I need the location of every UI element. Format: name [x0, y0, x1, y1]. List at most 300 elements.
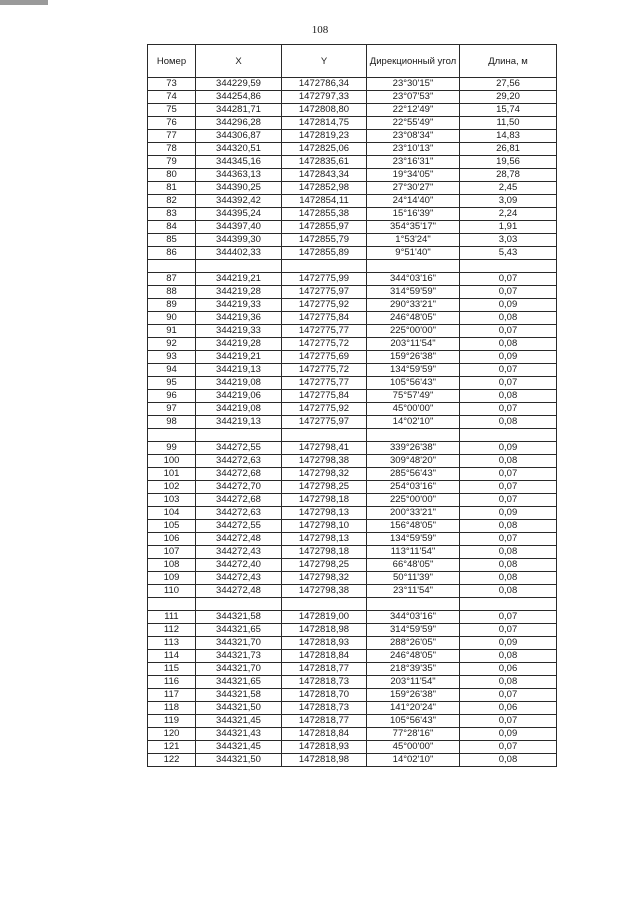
cell-number: 93: [148, 351, 196, 364]
cell-length: 0,09: [460, 351, 557, 364]
table-row: [148, 195, 557, 208]
table-row: [148, 494, 557, 507]
cell-angle: 105°56'43": [367, 377, 460, 390]
cell-angle: 344°03'16": [367, 273, 460, 286]
cell-x: 344229,59: [196, 78, 282, 91]
cell-angle: 254°03'16": [367, 481, 460, 494]
cell-x: 344399,30: [196, 234, 282, 247]
cell-length: 0,09: [460, 637, 557, 650]
cell-length: 2,45: [460, 182, 557, 195]
cell-angle: 75°57'49": [367, 390, 460, 403]
cell-length: 0,07: [460, 325, 557, 338]
empty-cell: [460, 598, 557, 611]
cell-x: 344321,65: [196, 624, 282, 637]
cell-length: 0,08: [460, 546, 557, 559]
cell-number: 81: [148, 182, 196, 195]
cell-length: 0,07: [460, 715, 557, 728]
cell-number: 96: [148, 390, 196, 403]
cell-y: 1472775,97: [282, 416, 367, 429]
cell-number: 84: [148, 221, 196, 234]
cell-length: 0,08: [460, 520, 557, 533]
cell-length: 0,08: [460, 676, 557, 689]
cell-length: 0,07: [460, 533, 557, 546]
table-row: [148, 585, 557, 598]
cell-y: 1472775,99: [282, 273, 367, 286]
cell-x: 344320,51: [196, 143, 282, 156]
table-row: [148, 390, 557, 403]
table-row: [148, 754, 557, 767]
cell-angle: 23°07'53": [367, 91, 460, 104]
cell-angle: 19°34'05": [367, 169, 460, 182]
cell-angle: 309°48'20": [367, 455, 460, 468]
cell-angle: 9°51'40": [367, 247, 460, 260]
cell-length: 0,06: [460, 663, 557, 676]
table-row: [148, 689, 557, 702]
cell-y: 1472855,89: [282, 247, 367, 260]
table-row: [148, 169, 557, 182]
cell-angle: 246°48'05": [367, 650, 460, 663]
cell-number: 90: [148, 312, 196, 325]
cell-x: 344321,73: [196, 650, 282, 663]
cell-number: 88: [148, 286, 196, 299]
cell-angle: 27°30'27": [367, 182, 460, 195]
header-x: X: [196, 45, 282, 78]
cell-y: 1472825,06: [282, 143, 367, 156]
cell-length: 29,20: [460, 91, 557, 104]
empty-cell: [148, 429, 196, 442]
cell-length: 19,56: [460, 156, 557, 169]
header-row: [148, 45, 557, 78]
cell-x: 344321,45: [196, 715, 282, 728]
cell-y: 1472818,98: [282, 624, 367, 637]
cell-number: 92: [148, 338, 196, 351]
cell-x: 344272,55: [196, 520, 282, 533]
empty-cell: [196, 598, 282, 611]
cell-y: 1472798,38: [282, 585, 367, 598]
cell-length: 0,08: [460, 455, 557, 468]
cell-length: 0,08: [460, 416, 557, 429]
cell-length: 0,07: [460, 624, 557, 637]
table-row: [148, 143, 557, 156]
table-header: [148, 45, 557, 78]
cell-x: 344219,36: [196, 312, 282, 325]
cell-angle: 24°14'40": [367, 195, 460, 208]
cell-angle: 344°03'16": [367, 611, 460, 624]
table-row: [148, 104, 557, 117]
cell-number: 108: [148, 559, 196, 572]
cell-number: 85: [148, 234, 196, 247]
table-row: [148, 559, 557, 572]
empty-cell: [460, 429, 557, 442]
empty-cell: [148, 598, 196, 611]
cell-angle: 156°48'05": [367, 520, 460, 533]
cell-length: 0,08: [460, 312, 557, 325]
cell-x: 344219,08: [196, 403, 282, 416]
cell-y: 1472775,72: [282, 338, 367, 351]
cell-x: 344272,48: [196, 533, 282, 546]
cell-length: 0,08: [460, 754, 557, 767]
table-row: [148, 117, 557, 130]
cell-angle: 45°00'00": [367, 741, 460, 754]
cell-x: 344219,13: [196, 364, 282, 377]
cell-length: 0,07: [460, 377, 557, 390]
empty-cell: [196, 429, 282, 442]
cell-length: 0,08: [460, 559, 557, 572]
cell-angle: 113°11'54": [367, 546, 460, 559]
cell-x: 344397,40: [196, 221, 282, 234]
table-row: [148, 507, 557, 520]
cell-angle: 159°26'38": [367, 689, 460, 702]
cell-length: 0,07: [460, 273, 557, 286]
cell-x: 344272,40: [196, 559, 282, 572]
empty-cell: [196, 260, 282, 273]
cell-number: 89: [148, 299, 196, 312]
cell-number: 74: [148, 91, 196, 104]
cell-y: 1472843,34: [282, 169, 367, 182]
table-row: [148, 351, 557, 364]
cell-number: 97: [148, 403, 196, 416]
cell-number: 109: [148, 572, 196, 585]
cell-number: 86: [148, 247, 196, 260]
cell-angle: 134°59'59": [367, 364, 460, 377]
coordinates-table: [147, 44, 557, 767]
cell-x: 344219,33: [196, 299, 282, 312]
cell-y: 1472818,77: [282, 715, 367, 728]
cell-number: 105: [148, 520, 196, 533]
group-spacer-row: [148, 260, 557, 273]
table-row: [148, 221, 557, 234]
cell-x: 344402,33: [196, 247, 282, 260]
cell-angle: 23°10'13": [367, 143, 460, 156]
table-row: [148, 78, 557, 91]
cell-x: 344272,55: [196, 442, 282, 455]
table-row: [148, 364, 557, 377]
cell-x: 344254,86: [196, 91, 282, 104]
cell-angle: 288°26'05": [367, 637, 460, 650]
cell-y: 1472818,84: [282, 650, 367, 663]
cell-number: 107: [148, 546, 196, 559]
cell-number: 83: [148, 208, 196, 221]
table-row: [148, 546, 557, 559]
table-row: [148, 247, 557, 260]
cell-y: 1472797,33: [282, 91, 367, 104]
cell-y: 1472798,32: [282, 468, 367, 481]
cell-y: 1472775,69: [282, 351, 367, 364]
cell-number: 122: [148, 754, 196, 767]
cell-number: 104: [148, 507, 196, 520]
table-row: [148, 611, 557, 624]
table-row: [148, 533, 557, 546]
cell-x: 344321,65: [196, 676, 282, 689]
table-row: [148, 663, 557, 676]
cell-angle: 45°00'00": [367, 403, 460, 416]
cell-length: 1,91: [460, 221, 557, 234]
table-row: [148, 403, 557, 416]
cell-y: 1472808,80: [282, 104, 367, 117]
table-row: [148, 416, 557, 429]
cell-number: 95: [148, 377, 196, 390]
cell-angle: 290°33'21": [367, 299, 460, 312]
cell-angle: 66°48'05": [367, 559, 460, 572]
cell-x: 344272,68: [196, 468, 282, 481]
cell-x: 344321,43: [196, 728, 282, 741]
table-row: [148, 728, 557, 741]
cell-y: 1472818,73: [282, 702, 367, 715]
table-row: [148, 338, 557, 351]
cell-number: 102: [148, 481, 196, 494]
cell-y: 1472798,13: [282, 507, 367, 520]
cell-angle: 23°30'15": [367, 78, 460, 91]
cell-y: 1472818,84: [282, 728, 367, 741]
cell-angle: 23°16'31": [367, 156, 460, 169]
cell-y: 1472798,18: [282, 546, 367, 559]
cell-number: 99: [148, 442, 196, 455]
cell-angle: 15°16'39": [367, 208, 460, 221]
table-row: [148, 286, 557, 299]
cell-angle: 105°56'43": [367, 715, 460, 728]
cell-y: 1472786,34: [282, 78, 367, 91]
cell-x: 344321,58: [196, 611, 282, 624]
cell-number: 77: [148, 130, 196, 143]
cell-y: 1472814,75: [282, 117, 367, 130]
cell-angle: 203°11'54": [367, 338, 460, 351]
cell-x: 344321,45: [196, 741, 282, 754]
cell-angle: 22°12'49": [367, 104, 460, 117]
cell-number: 80: [148, 169, 196, 182]
cell-length: 3,03: [460, 234, 557, 247]
cell-angle: 1°53'24": [367, 234, 460, 247]
cell-angle: 22°55'49": [367, 117, 460, 130]
cell-number: 111: [148, 611, 196, 624]
cell-y: 1472775,72: [282, 364, 367, 377]
cell-y: 1472855,97: [282, 221, 367, 234]
table-row: [148, 520, 557, 533]
cell-length: 2,24: [460, 208, 557, 221]
cell-angle: 159°26'38": [367, 351, 460, 364]
cell-number: 117: [148, 689, 196, 702]
cell-number: 119: [148, 715, 196, 728]
table-row: [148, 208, 557, 221]
cell-y: 1472775,84: [282, 312, 367, 325]
cell-number: 106: [148, 533, 196, 546]
table-row: [148, 572, 557, 585]
cell-length: 27,56: [460, 78, 557, 91]
cell-y: 1472775,92: [282, 403, 367, 416]
cell-x: 344272,63: [196, 507, 282, 520]
cell-number: 82: [148, 195, 196, 208]
cell-y: 1472854,11: [282, 195, 367, 208]
cell-number: 73: [148, 78, 196, 91]
cell-length: 28,78: [460, 169, 557, 182]
cell-length: 0,07: [460, 468, 557, 481]
cell-y: 1472775,84: [282, 390, 367, 403]
cell-x: 344306,87: [196, 130, 282, 143]
table-row: [148, 624, 557, 637]
group-spacer-row: [148, 429, 557, 442]
cell-angle: 225°00'00": [367, 494, 460, 507]
cell-x: 344219,21: [196, 273, 282, 286]
cell-y: 1472798,18: [282, 494, 367, 507]
table-row: [148, 650, 557, 663]
cell-y: 1472855,38: [282, 208, 367, 221]
cell-length: 0,07: [460, 494, 557, 507]
empty-cell: [367, 260, 460, 273]
cell-length: 0,08: [460, 650, 557, 663]
table-row: [148, 468, 557, 481]
cell-number: 116: [148, 676, 196, 689]
cell-angle: 203°11'54": [367, 676, 460, 689]
cell-x: 344296,28: [196, 117, 282, 130]
cell-angle: 134°59'59": [367, 533, 460, 546]
cell-angle: 200°33'21": [367, 507, 460, 520]
empty-cell: [282, 598, 367, 611]
cell-length: 0,09: [460, 728, 557, 741]
cell-number: 79: [148, 156, 196, 169]
cell-length: 0,09: [460, 299, 557, 312]
cell-x: 344390,25: [196, 182, 282, 195]
cell-length: 14,83: [460, 130, 557, 143]
table-row: [148, 182, 557, 195]
cell-y: 1472819,00: [282, 611, 367, 624]
table-row: [148, 481, 557, 494]
cell-x: 344219,28: [196, 286, 282, 299]
cell-x: 344363,13: [196, 169, 282, 182]
table-row: [148, 130, 557, 143]
cell-y: 1472818,70: [282, 689, 367, 702]
cell-x: 344321,58: [196, 689, 282, 702]
cell-angle: 314°59'59": [367, 624, 460, 637]
cell-angle: 225°00'00": [367, 325, 460, 338]
cell-y: 1472775,77: [282, 377, 367, 390]
table-row: [148, 234, 557, 247]
cell-x: 344219,06: [196, 390, 282, 403]
cell-y: 1472819,23: [282, 130, 367, 143]
table-row: [148, 455, 557, 468]
table-row: [148, 156, 557, 169]
cell-number: 114: [148, 650, 196, 663]
empty-cell: [148, 260, 196, 273]
cell-angle: 77°28'16": [367, 728, 460, 741]
cell-number: 112: [148, 624, 196, 637]
cell-y: 1472798,38: [282, 455, 367, 468]
cell-angle: 354°35'17": [367, 221, 460, 234]
table-row: [148, 325, 557, 338]
cell-length: 0,09: [460, 442, 557, 455]
corner-scan-mark: [0, 0, 48, 5]
cell-y: 1472818,73: [282, 676, 367, 689]
cell-x: 344395,24: [196, 208, 282, 221]
cell-x: 344321,50: [196, 702, 282, 715]
cell-x: 344219,33: [196, 325, 282, 338]
cell-length: 0,09: [460, 507, 557, 520]
table-row: [148, 312, 557, 325]
cell-x: 344321,50: [196, 754, 282, 767]
table-row: [148, 377, 557, 390]
header-length: Длина, м: [460, 45, 557, 78]
cell-angle: 314°59'59": [367, 286, 460, 299]
cell-number: 78: [148, 143, 196, 156]
table-row: [148, 676, 557, 689]
empty-cell: [367, 598, 460, 611]
cell-length: 0,07: [460, 611, 557, 624]
cell-length: 15,74: [460, 104, 557, 117]
cell-angle: 339°26'38": [367, 442, 460, 455]
cell-x: 344272,48: [196, 585, 282, 598]
cell-y: 1472855,79: [282, 234, 367, 247]
cell-x: 344321,70: [196, 637, 282, 650]
cell-number: 113: [148, 637, 196, 650]
cell-angle: 14°02'10": [367, 754, 460, 767]
cell-y: 1472852,98: [282, 182, 367, 195]
empty-cell: [282, 429, 367, 442]
cell-length: 5,43: [460, 247, 557, 260]
cell-number: 98: [148, 416, 196, 429]
table-row: [148, 273, 557, 286]
page-number: 108: [311, 24, 329, 36]
cell-x: 344272,70: [196, 481, 282, 494]
cell-y: 1472775,77: [282, 325, 367, 338]
cell-y: 1472835,61: [282, 156, 367, 169]
cell-length: 0,07: [460, 689, 557, 702]
cell-x: 344272,68: [196, 494, 282, 507]
cell-y: 1472775,92: [282, 299, 367, 312]
cell-length: 3,09: [460, 195, 557, 208]
cell-y: 1472775,97: [282, 286, 367, 299]
cell-x: 344272,43: [196, 546, 282, 559]
table-row: [148, 702, 557, 715]
cell-length: 0,07: [460, 741, 557, 754]
table-row: [148, 637, 557, 650]
empty-cell: [367, 429, 460, 442]
cell-y: 1472818,93: [282, 741, 367, 754]
cell-number: 103: [148, 494, 196, 507]
table-row: [148, 715, 557, 728]
cell-x: 344219,28: [196, 338, 282, 351]
table-row: [148, 741, 557, 754]
cell-number: 110: [148, 585, 196, 598]
cell-x: 344219,08: [196, 377, 282, 390]
empty-cell: [460, 260, 557, 273]
cell-x: 344272,63: [196, 455, 282, 468]
cell-y: 1472818,98: [282, 754, 367, 767]
cell-length: 0,08: [460, 585, 557, 598]
cell-length: 0,06: [460, 702, 557, 715]
cell-number: 101: [148, 468, 196, 481]
cell-number: 75: [148, 104, 196, 117]
cell-length: 0,08: [460, 572, 557, 585]
cell-angle: 23°11'54": [367, 585, 460, 598]
header-angle: Дирекционный угол: [367, 45, 460, 78]
cell-length: 11,50: [460, 117, 557, 130]
cell-angle: 218°39'35": [367, 663, 460, 676]
table-row: [148, 91, 557, 104]
cell-x: 344392,42: [196, 195, 282, 208]
table-row: [148, 442, 557, 455]
cell-number: 100: [148, 455, 196, 468]
cell-length: 0,07: [460, 481, 557, 494]
cell-y: 1472798,25: [282, 559, 367, 572]
cell-number: 91: [148, 325, 196, 338]
header-number: Номер: [148, 45, 196, 78]
cell-y: 1472798,13: [282, 533, 367, 546]
cell-y: 1472798,32: [282, 572, 367, 585]
cell-length: 0,08: [460, 338, 557, 351]
cell-angle: 14°02'10": [367, 416, 460, 429]
cell-x: 344281,71: [196, 104, 282, 117]
cell-number: 87: [148, 273, 196, 286]
cell-length: 0,07: [460, 403, 557, 416]
cell-angle: 285°56'43": [367, 468, 460, 481]
